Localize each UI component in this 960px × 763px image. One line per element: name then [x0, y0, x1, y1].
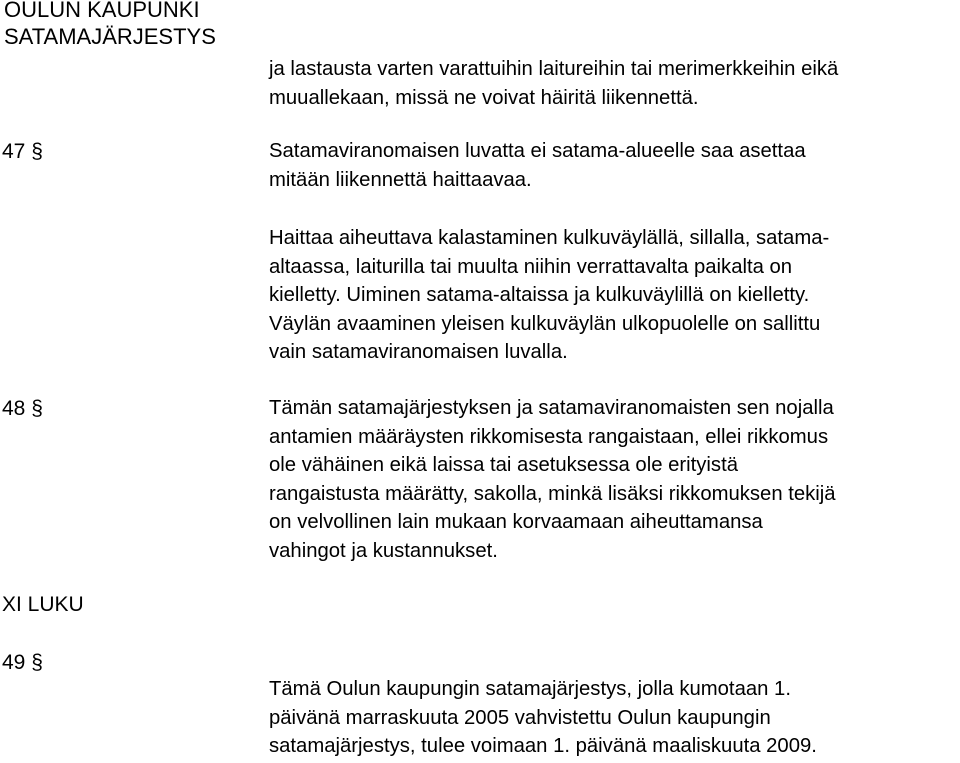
- paragraph-section-47-b: [269, 224, 959, 367]
- paragraph-line: antamien määräysten rikkomisesta rangaistaan, ellei rikkomus: [269, 425, 829, 448]
- document-header: [4, 0, 216, 50]
- paragraph-section-48: [269, 394, 959, 566]
- paragraph-line: kielletty. Uiminen satama-altaissa ja kulkuväylillä on kielletty.: [269, 284, 810, 307]
- paragraph-line: mitään liikennettä haittaavaa.: [269, 168, 532, 191]
- paragraph-section-49: [269, 675, 959, 761]
- header-city: OULUN KAUPUNKI: [4, 0, 200, 22]
- paragraph-line: Tämän satamajärjestyksen ja satamaviranomaisten sen nojalla: [269, 397, 834, 419]
- paragraph-section-47: [269, 137, 959, 194]
- paragraph-line: altaassa, laiturilla tai muulta niihin verrattavalta paikalta on: [269, 255, 793, 278]
- section-number-48: 48 §: [2, 397, 43, 420]
- paragraph-line: Väylän avaaminen yleisen kulkuväylän ulkopuolelle on sallittu: [269, 312, 821, 335]
- paragraph-line: on velvollinen lain mukaan korvaamaan aiheuttamansa: [269, 511, 763, 534]
- paragraph-line: Haittaa aiheuttava kalastaminen kulkuväylällä, sillalla, satama-: [269, 227, 830, 249]
- paragraph-line: ole vähäinen eikä laissa tai asetuksessa ole erityistä: [269, 454, 738, 477]
- section-number-47: 47 §: [2, 140, 43, 163]
- paragraph-line: vain satamaviranomaisen luvalla.: [269, 341, 568, 364]
- chapter-heading: XI LUKU: [2, 593, 84, 616]
- paragraph-line: vahingot ja kustannukset.: [269, 539, 498, 562]
- paragraph-line: Tämä Oulun kaupungin satamajärjestys, jolla kumotaan 1.: [269, 678, 791, 700]
- paragraph-line: satamajärjestys, tulee voimaan 1. päivänä maaliskuuta 2009.: [269, 735, 817, 758]
- paragraph-line: ja lastausta varten varattuihin laitureihin tai merimerkkeihin eikä: [269, 58, 839, 80]
- header-title: SATAMAJÄRJESTYS: [4, 24, 216, 49]
- paragraph-continuation: [269, 55, 959, 112]
- paragraph-line: muuallekaan, missä ne voivat häiritä liikennettä.: [269, 86, 699, 109]
- paragraph-line: Satamaviranomaisen luvatta ei satama-alueelle saa asettaa: [269, 140, 806, 162]
- paragraph-line: rangaistusta määrätty, sakolla, minkä lisäksi rikkomuksen tekijä: [269, 482, 836, 505]
- paragraph-line: päivänä marraskuuta 2005 vahvistettu Oulun kaupungin: [269, 706, 771, 729]
- section-number-49: 49 §: [2, 651, 43, 674]
